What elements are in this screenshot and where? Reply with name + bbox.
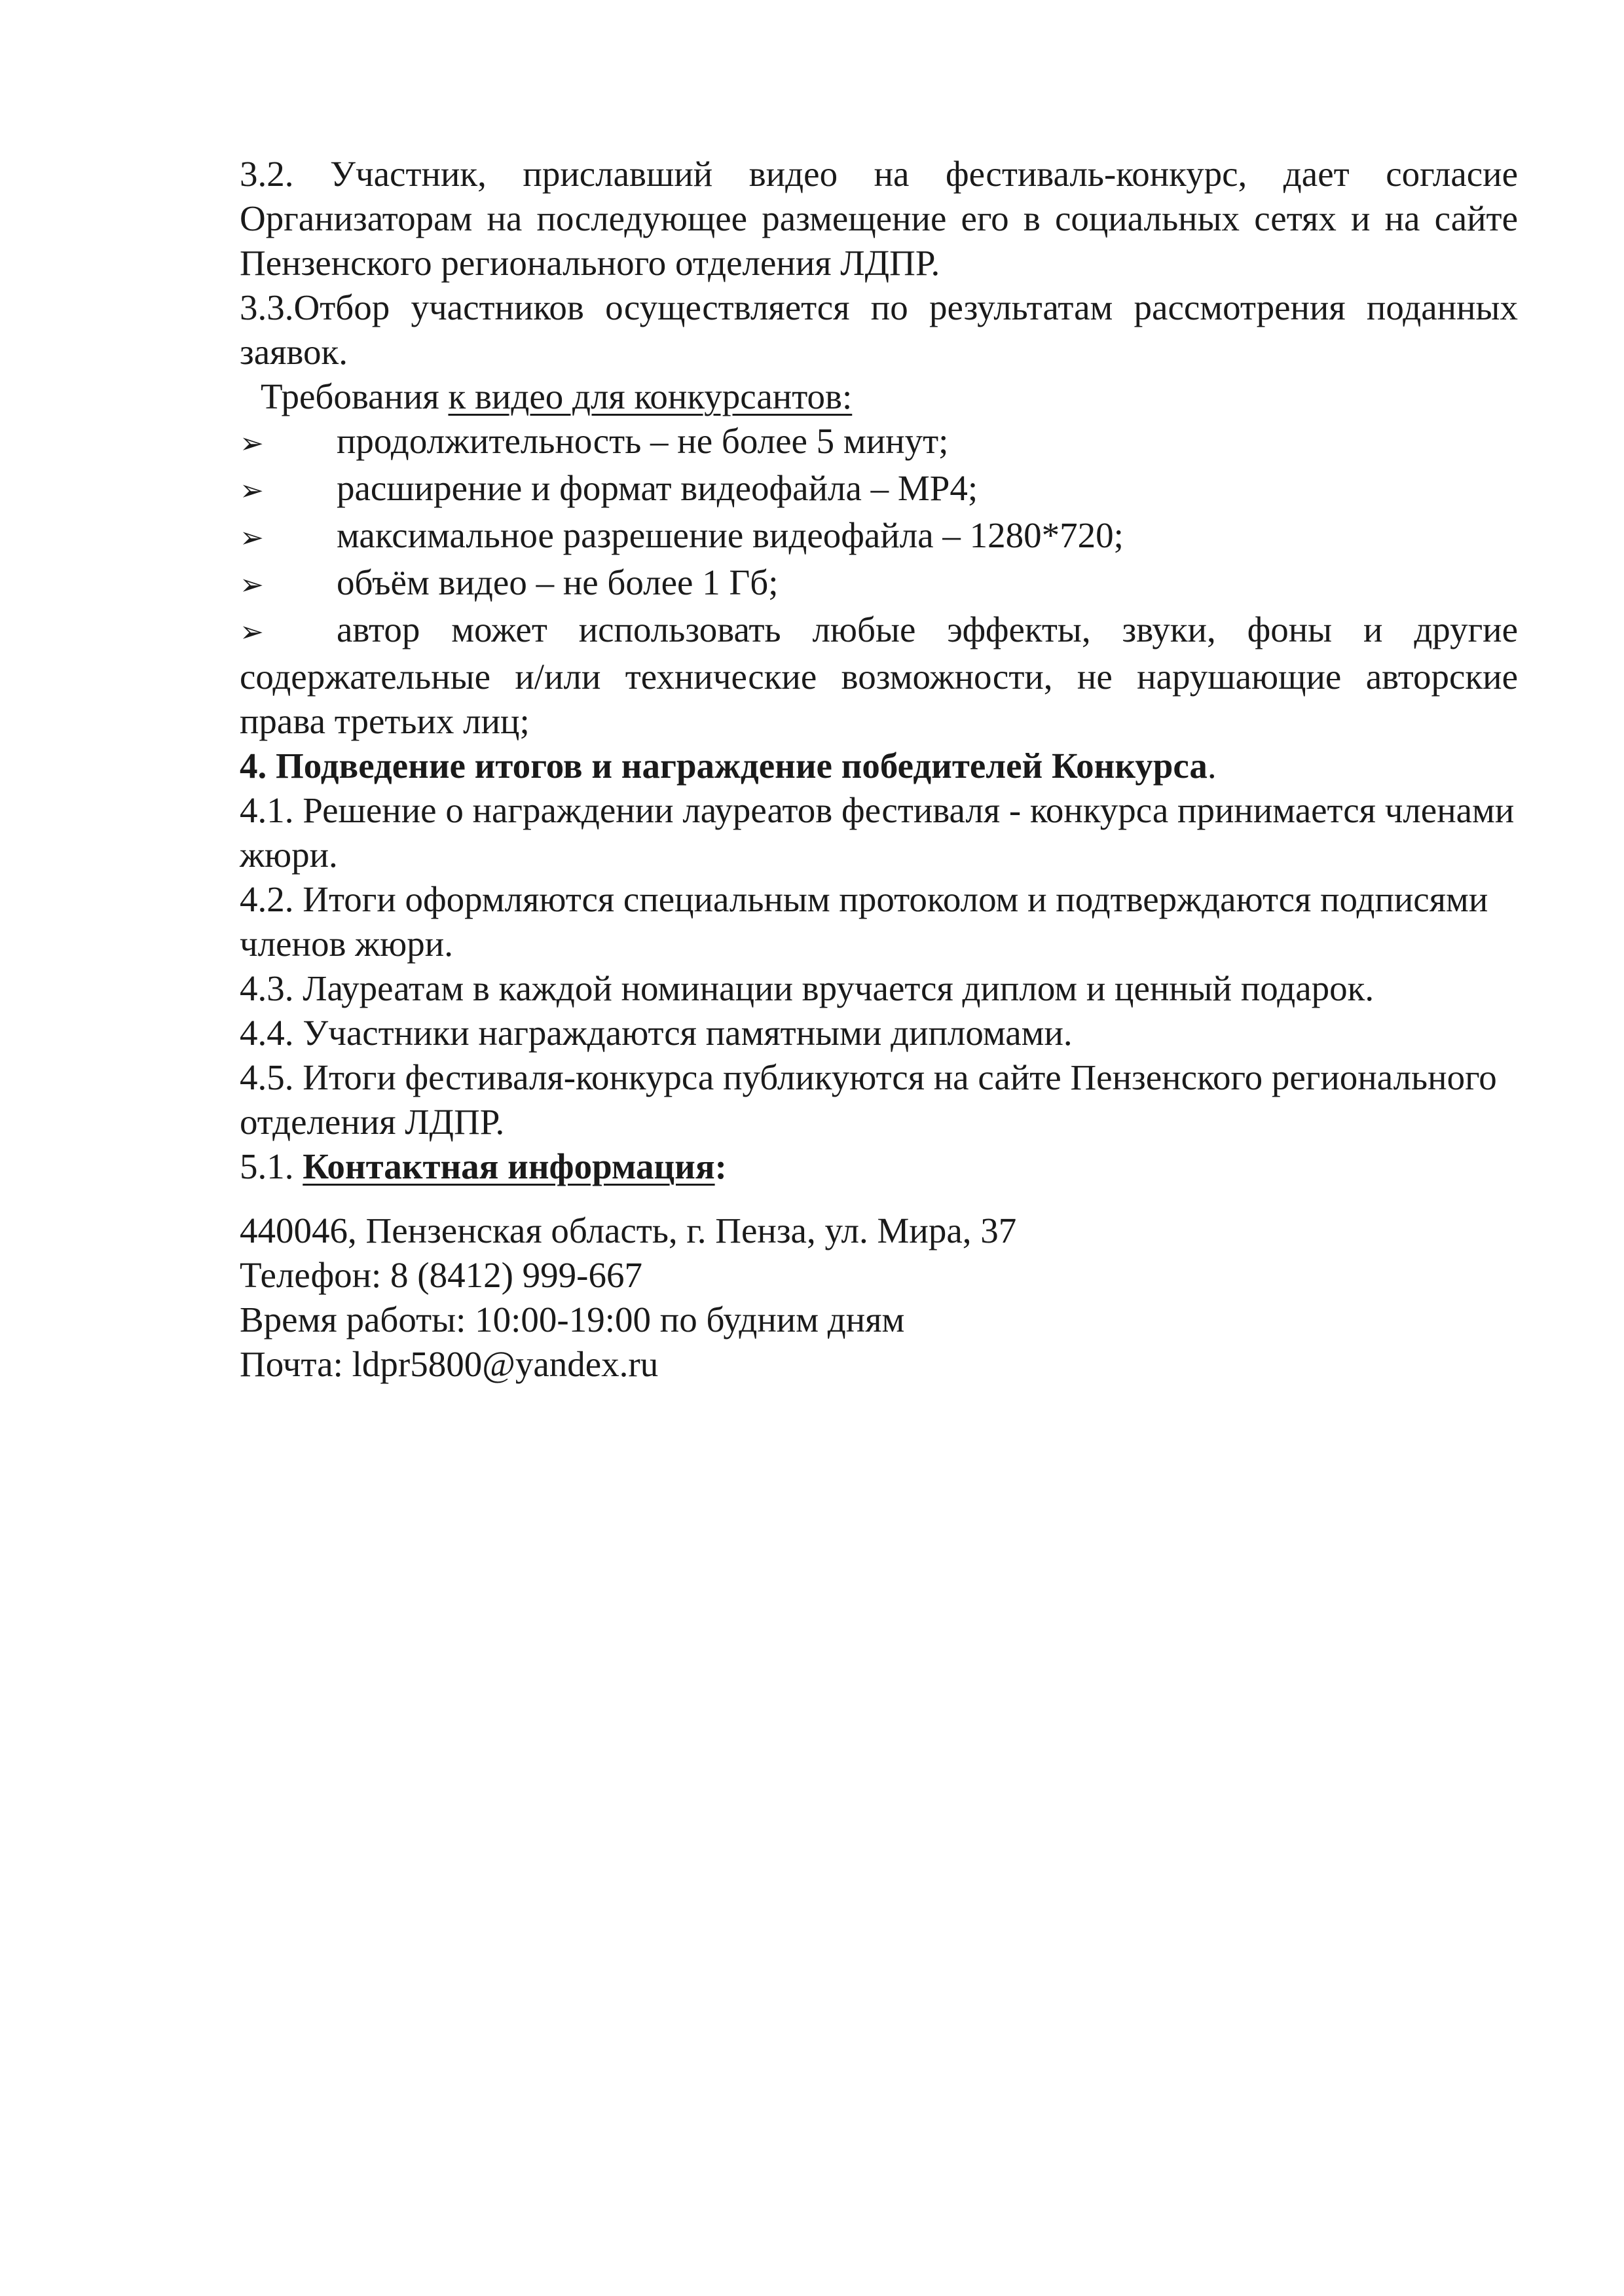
arrow-bullet-icon: ➢ <box>240 474 264 507</box>
list-item <box>240 513 1518 560</box>
requirements-underlined: к видео для конкурсантов: <box>448 376 853 416</box>
requirements-prefix: Требования <box>261 376 449 416</box>
section-4-title: 4. Подведение итогов и награждение победителей Конкурса <box>240 746 1208 786</box>
list-item-text: максимальное разрешение видеофайла – 1280*720; <box>337 515 1124 555</box>
arrow-bullet-icon: ➢ <box>240 568 264 602</box>
contact-info-colon: : <box>714 1146 727 1186</box>
requirements-heading <box>240 374 1518 419</box>
document-body <box>240 152 1518 1387</box>
list-item <box>240 560 1518 608</box>
contact-block <box>240 1209 1518 1387</box>
contact-hours: Время работы: 10:00-19:00 по будним дням <box>240 1300 905 1339</box>
section-5-1-heading <box>240 1144 1518 1189</box>
list-item-long <box>240 608 1518 744</box>
contact-email: Почта: ldpr5800@yandex.ru <box>240 1344 659 1384</box>
list-item-text: объём видео – не более 1 Гб; <box>337 562 779 602</box>
list-item <box>240 466 1518 513</box>
paragraph-3-3: 3.3.Отбор участников осуществляется по результатам рассмотрения поданных заявок. <box>240 287 1518 372</box>
section-4-heading <box>240 744 1518 788</box>
contact-phone: Телефон: 8 (8412) 999-667 <box>240 1255 642 1295</box>
section-4-title-end: . <box>1207 746 1217 786</box>
arrow-bullet-icon: ➢ <box>240 615 264 649</box>
list-item-text: расширение и формат видеофайла – МР4; <box>337 468 978 508</box>
arrow-bullet-icon: ➢ <box>240 427 264 460</box>
paragraph-4-3: 4.3. Лауреатам в каждой номинации вручается диплом и ценный подарок. <box>240 968 1375 1008</box>
section-5-1-number: 5.1. <box>240 1146 303 1186</box>
paragraph-4-5: 4.5. Итоги фестиваля-конкурса публикуются на сайте Пензенского регионального отделения ЛДПР. <box>240 1057 1497 1142</box>
list-item-text: автор может использовать любые эффекты, звуки, фоны и другие содержательные и/или технические возможности, не нарушающие авторские права третьих лиц; <box>240 610 1518 741</box>
paragraph-4-1: 4.1. Решение о награждении лауреатов фестиваля - конкурса принимается членами жюри. <box>240 790 1515 875</box>
contact-address: 440046, Пензенская область, г. Пенза, ул. Мира, 37 <box>240 1211 1017 1250</box>
paragraph-3-2: 3.2. Участник, приславший видео на фестиваль-конкурс, дает согласие Организаторам на последующее размещение его в социальных сетях и на сайте Пензенского регионального отделения ЛДПР. <box>240 154 1518 283</box>
list-item <box>240 419 1518 466</box>
arrow-bullet-icon: ➢ <box>240 521 264 555</box>
paragraph-4-2: 4.2. Итоги оформляются специальным протоколом и подтверждаются подписями членов жюри. <box>240 879 1488 964</box>
list-item-text: продолжительность – не более 5 минут; <box>337 421 949 461</box>
contact-info-title: Контактная информация <box>303 1146 715 1186</box>
paragraph-4-4: 4.4. Участники награждаются памятными дипломами. <box>240 1013 1073 1053</box>
